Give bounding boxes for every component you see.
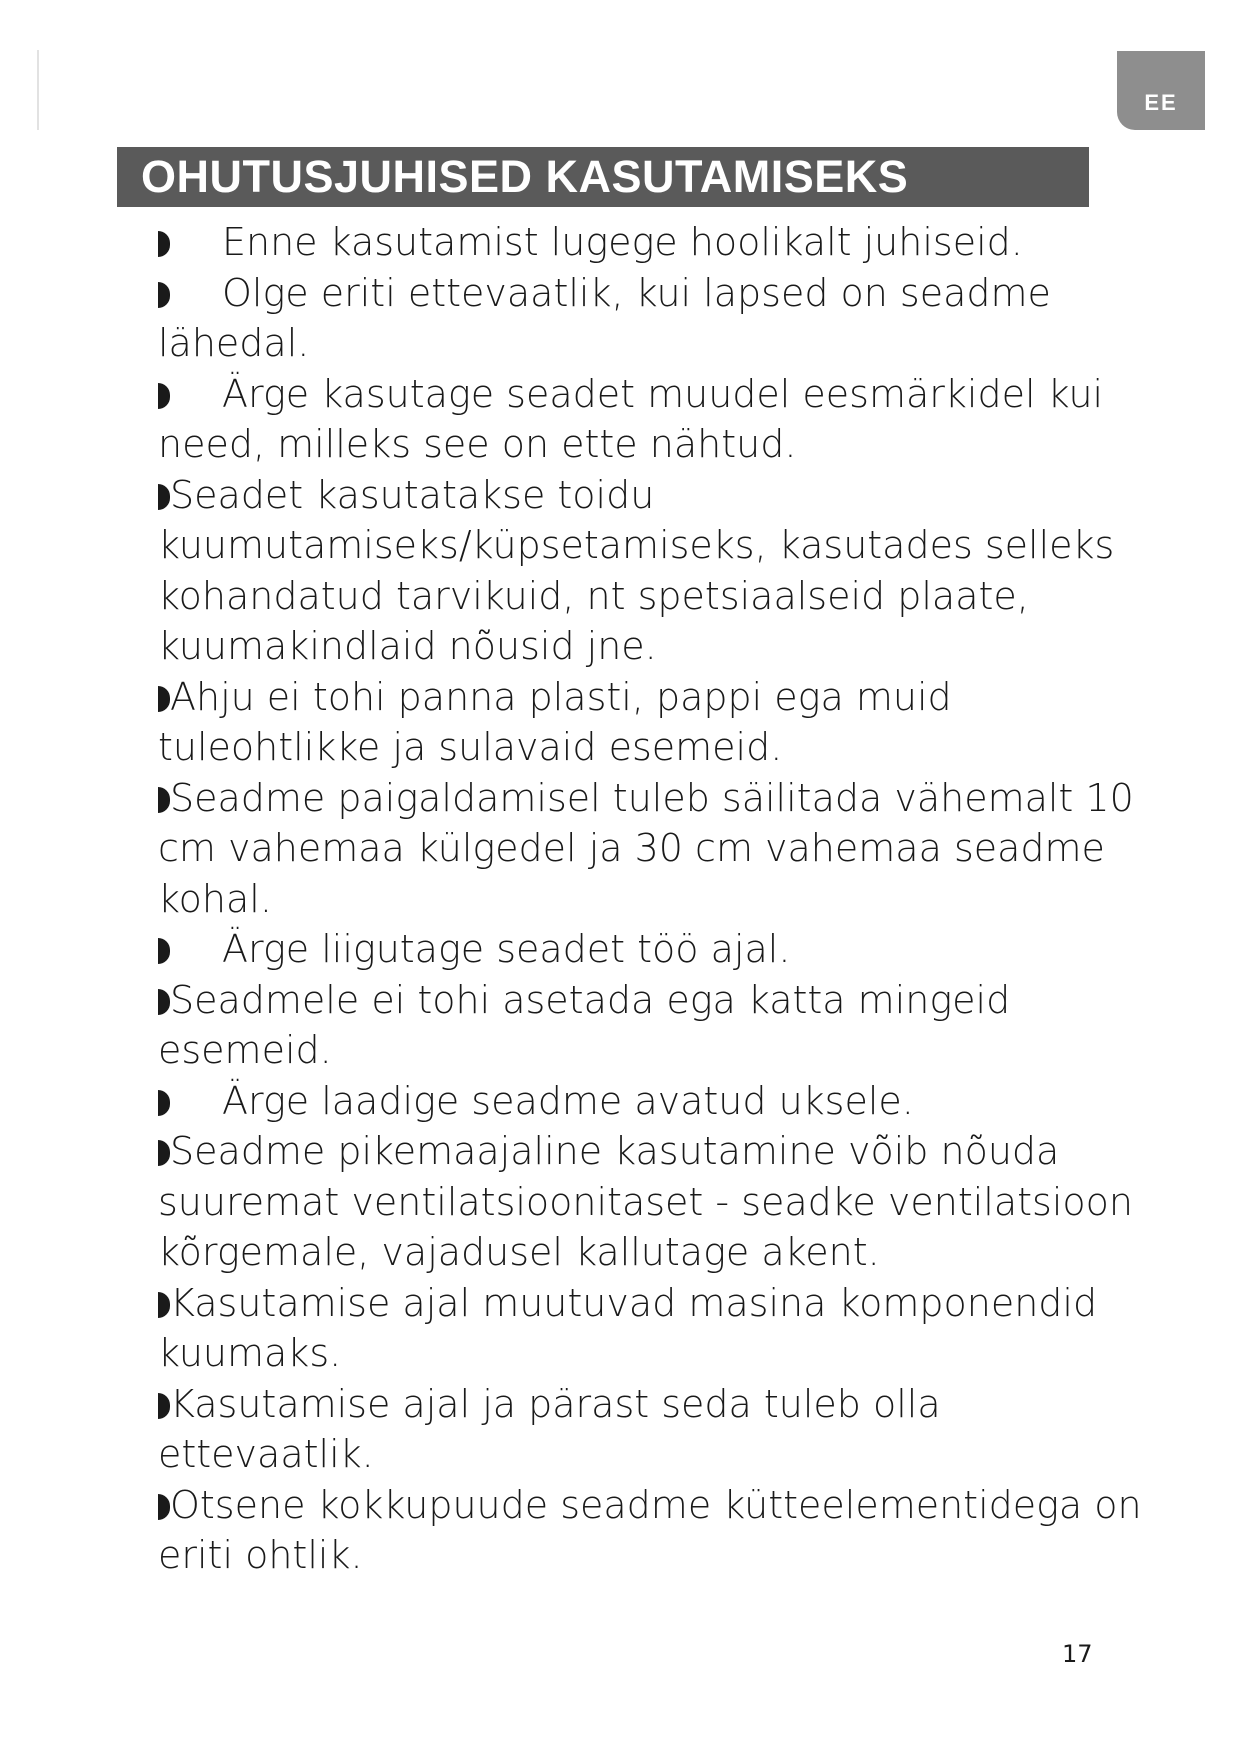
list-item — [158, 1278, 1158, 1379]
list-item — [158, 217, 1158, 268]
bullet-icon — [158, 484, 170, 510]
page-number: 17 — [1062, 1640, 1093, 1668]
bullet-icon — [158, 938, 170, 964]
margin-rule — [37, 50, 39, 130]
list-item — [158, 924, 1158, 975]
list-item — [158, 470, 1158, 672]
bullet-icon — [158, 282, 170, 308]
list-item — [158, 1379, 1158, 1480]
list-item-text: Kasutamise ajal muutuvad masina komponendid kuumaks. — [158, 1280, 1098, 1375]
bullet-icon — [158, 1090, 170, 1116]
list-item-text: Enne kasutamist lugege hoolikalt juhiseid. — [222, 220, 1023, 264]
bullet-icon — [158, 686, 170, 712]
section-title-bar — [117, 147, 1089, 207]
bullet-icon — [158, 231, 170, 257]
list-item-text: Olge eriti ettevaatlik, kui lapsed on seadme lähedal. — [158, 270, 1051, 365]
list-item-text: Seadme paigaldamisel tuleb säilitada vähemalt 10 cm vahemaa külgedel ja 30 cm vahemaa seadme kohal. — [158, 775, 1134, 921]
list-item — [158, 1076, 1158, 1127]
list-item — [158, 773, 1158, 925]
section-title: OHUTUSJUHISED KASUTAMISEKS — [141, 151, 909, 202]
bullet-icon — [158, 1494, 170, 1520]
list-item — [158, 369, 1158, 470]
bullet-icon — [158, 989, 170, 1015]
list-item-text: Ärge kasutage seadet muudel eesmärkidel kui need, milleks see on ette nähtud. — [158, 371, 1104, 466]
language-tab — [1117, 51, 1205, 130]
list-item-text: Ahju ei tohi panna plasti, pappi ega muid tuleohtlikke ja sulavaid esemeid. — [158, 674, 952, 769]
bullet-icon — [158, 1292, 170, 1318]
list-item — [158, 1480, 1158, 1581]
list-item-text: Ärge laadige seadme avatud uksele. — [222, 1078, 914, 1123]
language-tab-label: EE — [1144, 90, 1178, 115]
bullet-icon — [158, 383, 170, 409]
list-item-text: Kasutamise ajal ja pärast seda tuleb olla ettevaatlik. — [158, 1381, 941, 1476]
list-item-text: Seadet kasutatakse toidu kuumutamiseks/küpsetamiseks, kasutades selleks kohandatud tarvikuid, nt spetsiaalseid plaate, kuumakindlaid nõusid jne. — [158, 472, 1115, 668]
instruction-list — [158, 217, 1158, 1581]
list-item-text: Ärge liigutage seadet töö ajal. — [222, 927, 791, 971]
list-item-text: Seadmele ei tohi asetada ega katta mingeid esemeid. — [158, 977, 1011, 1072]
bullet-icon — [158, 1140, 170, 1166]
bullet-icon — [158, 1393, 170, 1419]
list-item — [158, 268, 1158, 369]
list-item-text: Otsene kokkupuude seadme kütteelementidega on eriti ohtlik. — [158, 1482, 1142, 1577]
list-item — [158, 975, 1158, 1076]
list-item — [158, 1126, 1158, 1278]
bullet-icon — [158, 787, 170, 813]
list-item — [158, 672, 1158, 773]
list-item-text: Seadme pikemaajaline kasutamine võib nõuda suuremat ventilatsioonitaset - seadke ventilatsioon kõrgemale, vajadusel kallutage akent. — [158, 1129, 1133, 1274]
